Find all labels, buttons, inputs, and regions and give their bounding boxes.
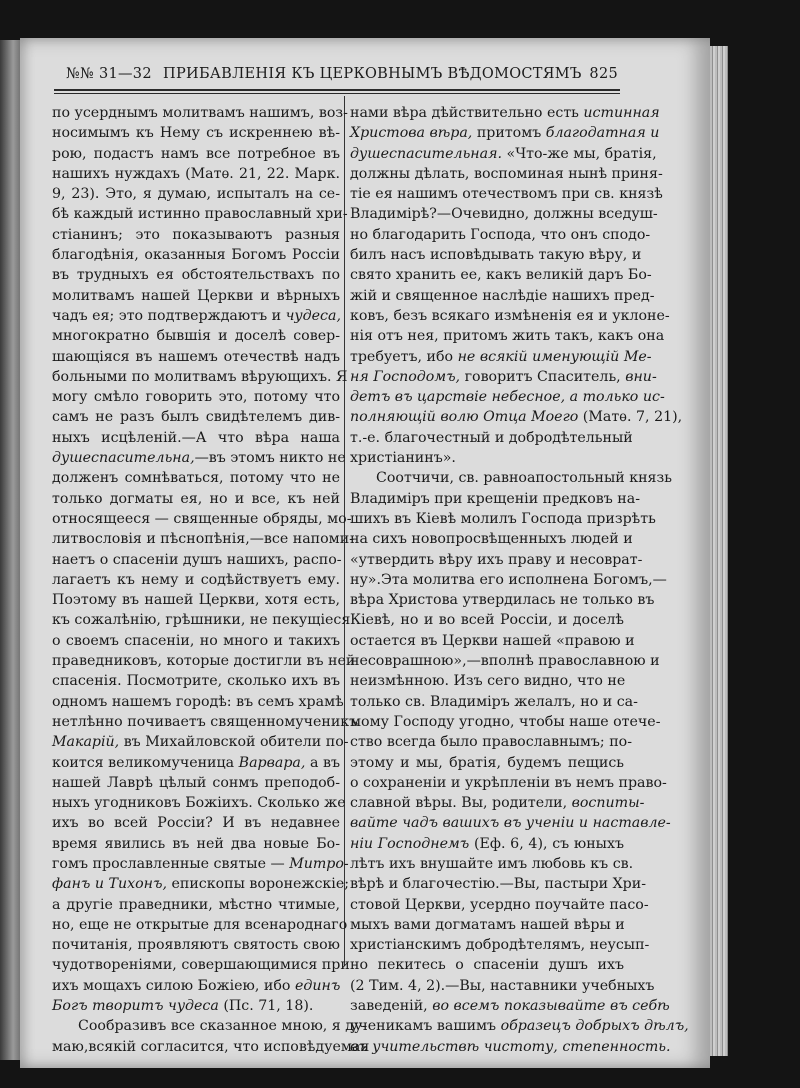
text-line: [52, 428, 340, 448]
text-line: [350, 306, 670, 326]
left-column: [52, 103, 370, 1057]
text-line: [350, 367, 657, 387]
italic-text: Митро-: [289, 855, 349, 872]
text-line: [350, 468, 672, 488]
text-line: [350, 874, 647, 894]
text-run: Кіевѣ, но и во всей Россіи, и доселѣ: [350, 612, 624, 629]
text-run: Сообразивъ все сказанное мною, я ду-: [78, 1018, 368, 1035]
text-line: [52, 306, 340, 326]
text-line: [52, 204, 348, 224]
text-line: [350, 204, 658, 224]
text-line: [350, 834, 624, 854]
text-run: Соотчичи, св. равноапостольный князь: [376, 470, 672, 487]
text-line: [52, 164, 340, 184]
text-run: ихъ во всей Россіи? И въ недавнее: [52, 815, 340, 832]
italic-text: воспиты-: [571, 795, 645, 812]
text-line: [52, 976, 340, 996]
text-run: ну».Эта молитва его исполнена Богомъ,—: [350, 571, 667, 588]
text-run: о сохраненіи и укрѣпленіи въ немъ право-: [350, 774, 667, 791]
text-run: молитвамъ нашей Церкви и вѣрныхъ: [52, 287, 340, 304]
text-run: нашей Лаврѣ цѣлый сонмъ преподоб-: [52, 774, 340, 791]
text-line: [350, 1037, 671, 1057]
text-line: [52, 184, 340, 204]
text-line: [52, 610, 351, 630]
text-line: [52, 509, 352, 529]
text-line: [350, 671, 624, 691]
text-line: [350, 570, 667, 590]
text-run: нами вѣра дѣйствительно есть: [350, 105, 584, 121]
text-line: [52, 692, 344, 712]
italic-text: Макарій,: [52, 734, 120, 751]
text-line: [350, 753, 624, 773]
text-line: [350, 407, 683, 427]
text-line: [350, 712, 661, 732]
text-run: должны дѣлать, воспоминая нынѣ приня-: [350, 165, 663, 182]
text-line: [350, 265, 652, 285]
italic-text: душеспасительна,: [52, 450, 195, 467]
text-line: [350, 164, 663, 184]
text-line: [52, 123, 340, 143]
text-run: ство всегда было православнымъ; по-: [350, 734, 633, 751]
text-run: (Матѳ. 7, 21),: [578, 409, 683, 426]
text-run: христіанскимъ добродѣтелямъ, неусып-: [350, 937, 650, 954]
text-line: [350, 732, 633, 752]
text-line: [52, 854, 349, 874]
text-run: только св. Владиміръ желалъ, но и са-: [350, 693, 638, 710]
text-run: относящееся — священные обряды, мо-: [52, 510, 352, 527]
text-run: —въ этомъ никто не: [194, 450, 346, 467]
text-line: [52, 996, 340, 1016]
italic-text: детъ въ царствіе небесное, а только ис-: [350, 389, 665, 406]
text-run: мому Господу угодно, чтобы наше отече-: [350, 713, 661, 730]
text-run: а въ: [305, 754, 340, 771]
text-line: [52, 225, 340, 245]
text-line: [52, 773, 340, 793]
text-line: [52, 367, 348, 387]
text-line: [350, 631, 635, 651]
text-line: [52, 489, 340, 509]
text-line: [52, 671, 340, 691]
text-run: праведниковъ, которые достигли въ ней: [52, 653, 356, 670]
text-run: нетлѣнно почиваетъ священномученикъ: [52, 713, 359, 730]
text-line: [350, 326, 665, 346]
text-line: [52, 651, 356, 671]
text-run: ихъ мощахъ силою Божіею, ибо: [52, 977, 295, 994]
text-line: [350, 976, 655, 996]
text-line: [350, 509, 656, 529]
text-run: «Что-же мы, братія,: [502, 145, 657, 162]
text-run: говоритъ Спаситель,: [460, 368, 626, 385]
text-run: а другіе праведники, мѣстно чтимые,: [52, 896, 340, 913]
text-run: притомъ: [472, 125, 546, 142]
italic-text: благодатная и: [545, 125, 660, 142]
text-run: тіе ея нашимъ отечествомъ при св. князѣ: [350, 186, 663, 203]
text-run: чудотвореніями, совершающимися при: [52, 957, 350, 974]
text-run: спасенія. Посмотрите, сколько ихъ въ: [52, 673, 340, 690]
text-line: [52, 144, 340, 164]
text-run: билъ насъ исповѣдывать такую вѣру, и: [350, 247, 642, 264]
text-run: одномъ нашемъ городѣ: въ семъ храмѣ: [52, 693, 344, 710]
text-line: [350, 793, 645, 813]
italic-text: ня Господомъ,: [350, 368, 461, 385]
text-run: этому и мы, братія, будемъ пещись: [350, 754, 624, 771]
text-line: [52, 712, 359, 732]
text-line: [52, 955, 350, 975]
text-run: стовой Церкви, усердно поучайте пасо-: [350, 896, 649, 913]
text-run: гомъ прославленные святые —: [52, 855, 290, 872]
text-line: [52, 468, 340, 488]
journal-title: ПРИБАВЛЕНІЯ КЪ ЦЕРКОВНЫМЪ ВѢДОМОСТЯМЪ: [163, 66, 582, 82]
text-line: [52, 732, 349, 752]
text-line: [52, 793, 346, 813]
text-run: христіанинъ».: [350, 450, 456, 467]
text-line: [52, 529, 354, 549]
text-run: Владиміръ при крещеніи предковъ на-: [350, 490, 640, 507]
italic-text: Христова вѣра,: [350, 125, 473, 142]
text-run: долженъ сомнѣваться, потому что не: [52, 470, 340, 487]
text-run: время явились въ ней два новые Бо-: [52, 835, 340, 852]
text-run: епископы воронежскіе;: [166, 876, 349, 893]
issue-number: №№ 31—32: [66, 66, 152, 82]
text-line: [350, 955, 624, 975]
text-run: требуетъ, ибо: [350, 348, 458, 365]
text-run: чадъ ея; это подтверждаютъ и: [52, 307, 286, 324]
text-run: (2 Тим. 4, 2).—Вы, наставники учебныхъ: [350, 977, 655, 994]
text-line: [350, 245, 642, 265]
text-run: (Пс. 71, 18).: [218, 998, 314, 1015]
text-run: несоврашною»,—вполнѣ православною и: [350, 653, 660, 670]
text-run: ученикамъ вашимъ: [350, 1018, 501, 1035]
text-run: могу смѣло говорить это, потому что: [52, 389, 340, 406]
text-line: [52, 407, 340, 427]
text-line: [52, 935, 340, 955]
text-line: [350, 692, 638, 712]
text-run: Владимірѣ?—Очевидно, должны вседуш-: [350, 206, 658, 223]
text-line: [350, 286, 655, 306]
text-run: стіанинъ; это показываютъ разныя: [52, 226, 340, 243]
text-run: Поэтому въ нашей Церкви, хотя есть,: [52, 592, 340, 609]
text-run: многократно бывшія и доселѣ совер-: [52, 328, 340, 345]
text-line: [350, 773, 667, 793]
text-run: рою, подастъ намъ все потребное въ: [52, 145, 340, 162]
text-run: лѣтъ ихъ внушайте имъ любовь къ св.: [350, 855, 634, 872]
text-line: [350, 225, 651, 245]
text-run: (Еф. 6, 4), съ юныхъ: [469, 835, 625, 852]
text-line: [350, 103, 660, 123]
text-line: [52, 895, 340, 915]
text-line: [350, 590, 655, 610]
text-run: остается въ Церкви нашей «правою и: [350, 632, 635, 649]
text-line: [350, 854, 634, 874]
text-run: къ сожалѣнію, грѣшники, не пекущіеся: [52, 612, 351, 629]
text-line: [52, 874, 349, 894]
text-line: [52, 448, 346, 468]
italic-text: вни-: [625, 368, 657, 385]
text-run: ныхъ исцѣленій.—А что вѣра наша: [52, 429, 340, 446]
text-run: въ Михайловской обители по-: [119, 734, 349, 751]
text-run: шающіяся въ нашемъ отечествѣ надъ: [52, 348, 340, 365]
text-run: свято хранить ее, какъ великій даръ Бо-: [350, 267, 652, 284]
right-column: [350, 103, 689, 1057]
text-run: маю,всякій согласится, что исповѣдуемая: [52, 1038, 370, 1055]
text-run: только догматы ея, но и все, къ ней: [52, 490, 340, 507]
text-line: [350, 915, 624, 935]
text-line: [52, 915, 348, 935]
text-line: [350, 428, 633, 448]
text-run: но, еще не открытые для всенароднаго: [52, 916, 348, 933]
text-line: [52, 286, 340, 306]
text-line: [52, 326, 340, 346]
text-run: мыхъ вами догматамъ нашей вѣры и: [350, 916, 625, 933]
italic-text: единъ: [294, 977, 341, 994]
italic-text: Варвара,: [238, 754, 306, 771]
text-run: нія отъ нея, притомъ жить такъ, какъ она: [350, 328, 665, 345]
text-line: [52, 265, 340, 285]
italic-text: во всемъ показывайте въ себѣ: [432, 998, 670, 1015]
text-run: бѣ каждый истинно православный хри-: [52, 206, 348, 223]
text-line: [350, 448, 624, 468]
text-line: [350, 489, 640, 509]
text-run: заведеній,: [350, 998, 433, 1015]
header-rule: [54, 89, 620, 94]
italic-text: не всякій именующій Ме-: [457, 348, 652, 365]
text-run: шихъ въ Кіевѣ молилъ Господа призрѣть: [350, 510, 656, 527]
text-line: [350, 895, 649, 915]
text-line: [52, 387, 340, 407]
text-line: [350, 550, 643, 570]
text-line: [52, 103, 348, 123]
italic-text: вайте чадъ вашихъ въ ученіи и наставле-: [350, 815, 671, 832]
text-run: носимымъ къ Нему съ искреннею вѣ-: [52, 125, 340, 142]
book-binding: [0, 40, 22, 1060]
text-line: [52, 1016, 368, 1036]
text-run: лагаетъ къ нему и содѣйствуетъ ему.: [52, 571, 340, 588]
text-run: литвословія и пѣснопѣнія,—все напоми-: [52, 531, 354, 548]
text-run: славной вѣры. Вы, родители,: [350, 795, 572, 812]
italic-text: истинная: [583, 105, 660, 121]
text-line: [350, 935, 650, 955]
text-line: [52, 753, 340, 773]
text-run: «утвердить вѣру ихъ праву и несоврат-: [350, 551, 643, 568]
text-run: т.-е. благочестный и добродѣтельный: [350, 429, 633, 446]
text-run: вѣра Христова утвердилась не только въ: [350, 592, 655, 609]
text-line: [350, 813, 671, 833]
text-line: [52, 570, 340, 590]
text-line: [350, 123, 660, 143]
text-line: [350, 347, 652, 367]
page-number: 825: [589, 66, 618, 82]
text-line: [52, 550, 340, 570]
text-run: но благодарить Господа, что онъ сподо-: [350, 226, 651, 243]
text-line: [350, 610, 624, 630]
italic-text: чудеса,: [285, 307, 341, 324]
text-run: коится великомученица: [52, 754, 239, 771]
text-line: [350, 651, 660, 671]
italic-text: фанъ и Тихонъ,: [52, 876, 167, 893]
italic-text: ніи Господнемъ: [350, 835, 470, 852]
italic-text: въ учительствѣ чистоту, степенность.: [350, 1038, 671, 1055]
italic-text: Богъ творитъ чудеса: [52, 998, 219, 1015]
text-line: [350, 387, 665, 407]
text-run: ныхъ угодниковъ Божіихъ. Сколько же: [52, 795, 346, 812]
text-run: но пекитесь о спасеніи душъ ихъ: [350, 957, 624, 974]
text-run: неизмѣнною. Изъ сего видно, что не: [350, 673, 626, 690]
text-run: на сихъ новопросвѣщенныхъ людей и: [350, 531, 633, 548]
text-run: 9, 23). Это, я думаю, испыталъ на се-: [52, 186, 340, 203]
text-run: больными по молитвамъ вѣрующихъ. Я: [52, 368, 348, 385]
text-run: нашихъ нуждахъ (Матѳ. 21, 22. Марк.: [52, 165, 340, 182]
text-line: [350, 996, 670, 1016]
text-run: благодѣнія, оказанныя Богомъ Россіи: [52, 247, 340, 264]
text-run: по усерднымъ молитвамъ нашимъ, воз-: [52, 105, 348, 121]
text-run: ковъ, безъ всякаго измѣненія ея и уклоне-: [350, 307, 670, 324]
text-line: [350, 144, 657, 164]
text-line: [52, 347, 340, 367]
text-line: [350, 1016, 689, 1036]
text-line: [52, 590, 340, 610]
text-line: [52, 631, 340, 651]
text-run: жій и священное наслѣдіе нашихъ пред-: [350, 287, 655, 304]
text-line: [52, 245, 340, 265]
text-run: почитанія, проявляютъ святость свою: [52, 937, 340, 954]
text-line: [350, 529, 633, 549]
italic-text: образецъ добрыхъ дѣлъ,: [500, 1018, 689, 1035]
text-line: [350, 184, 663, 204]
italic-text: душеспасительная.: [350, 145, 502, 162]
text-run: вѣрѣ и благочестію.—Вы, пастыри Хри-: [350, 876, 647, 893]
italic-text: полняющій волю Отца Моего: [350, 409, 579, 426]
text-run: наетъ о спасеніи душъ нашихъ, распо-: [52, 551, 342, 568]
text-line: [52, 1037, 370, 1057]
text-line: [52, 834, 340, 854]
text-run: самъ не разъ былъ свидѣтелемъ див-: [52, 409, 340, 426]
text-run: о своемъ спасеніи, но много и такихъ: [52, 632, 340, 649]
text-run: въ трудныхъ ея обстоятельствахъ по: [52, 267, 340, 284]
text-line: [52, 813, 340, 833]
